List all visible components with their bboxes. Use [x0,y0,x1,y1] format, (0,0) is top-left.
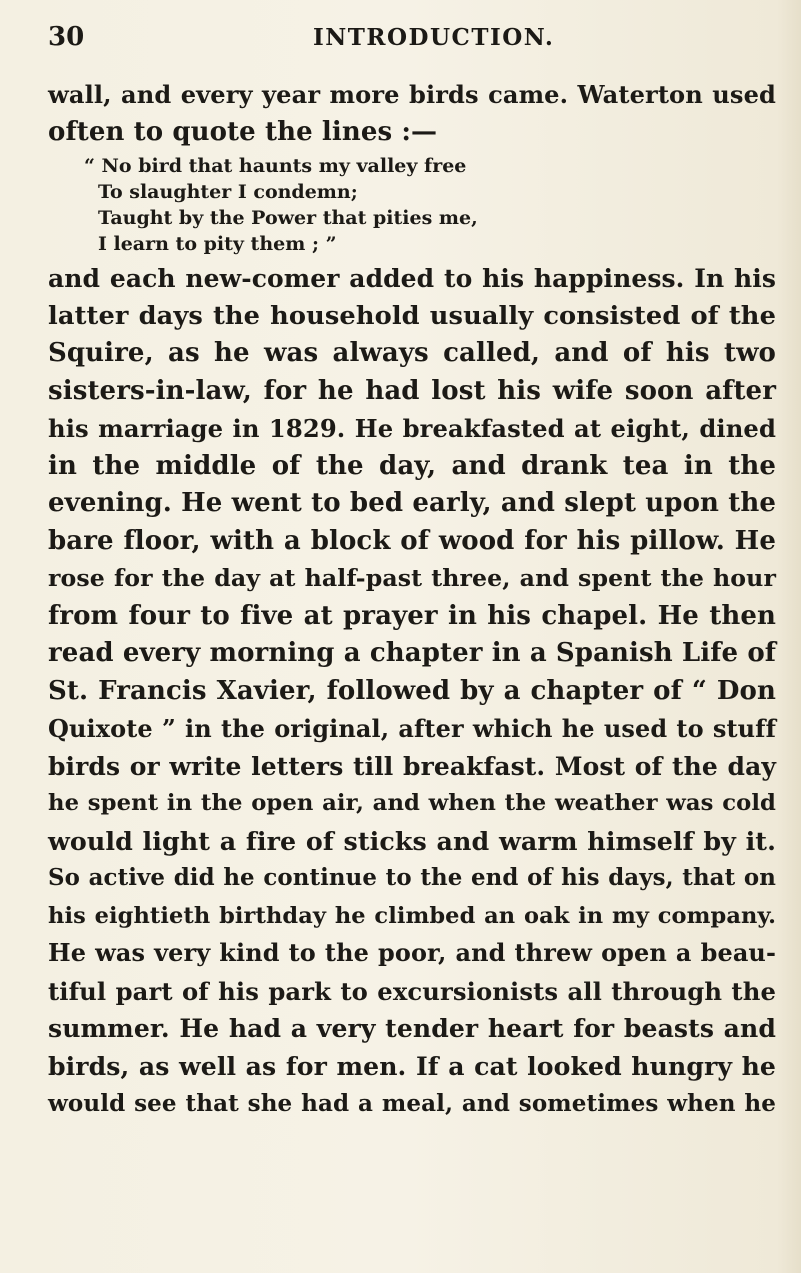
poem-line: Taught by the Power that pities me, [98,207,478,229]
text-line: So active did he continue to the end of his days, that on [48,865,776,891]
text-line: his eightieth birthday he climbed an oak in my company. [48,902,776,929]
text-line: He was very kind to the poor, and threw open a beau- [48,939,776,967]
text-line: wall, and every year more birds came. Waterton used [48,80,776,109]
text-line: Squire, as he was always called, and of his two [48,338,776,368]
text-line: often to quote the lines :— [48,116,438,147]
text-line: and each new-comer added to his happiness. In his [48,264,776,293]
running-title: INTRODUCTION. [313,24,555,51]
text-line: tiful part of his park to excursionists all through the [48,976,776,1006]
text-line: in the middle of the day, and drank tea in the [48,450,776,481]
text-line: read every morning a chapter in a Spanish Life of [48,638,777,668]
text-line: latter days the household usually consisted of the [48,300,776,331]
text-line: birds or write letters till breakfast. Most of the day [48,751,776,781]
text-line: bare floor, with a block of wood for his pillow. He [48,525,776,556]
text-line: birds, as well as for men. If a cat looked hungry he [48,1050,776,1081]
page-header [48,22,768,62]
text-line: rose for the day at half-past three, and spent the hour [48,564,776,592]
body-text [48,76,776,1123]
text-line: Quixote ” in the original, after which he used to stuff [48,714,776,743]
text-line: would see that she had a meal, and sometimes when he [48,1090,776,1117]
text-line: summer. He had a very tender heart for beasts and [48,1013,776,1043]
poem-line: To slaughter I condemn; [98,181,358,203]
text-line: he spent in the open air, and when the weather was cold [48,790,776,816]
text-line: would light a fire of sticks and warm himself by it. [48,825,776,856]
poem-line: “ No bird that haunts my valley free [84,155,467,177]
text-line: sisters-in-law, for he had lost his wife soon after [48,375,776,406]
poem-line: I learn to pity them ; ” [98,233,337,255]
text-line: evening. He went to bed early, and slept upon the [48,488,776,518]
text-line: from four to five at prayer in his chapel. He then [48,600,776,631]
poem-quote [84,153,776,257]
page-number: 30 [48,22,85,52]
text-line: his marriage in 1829. He breakfasted at eight, dined [48,414,776,443]
text-line: St. Francis Xavier, followed by a chapter of “ Don [48,675,776,706]
